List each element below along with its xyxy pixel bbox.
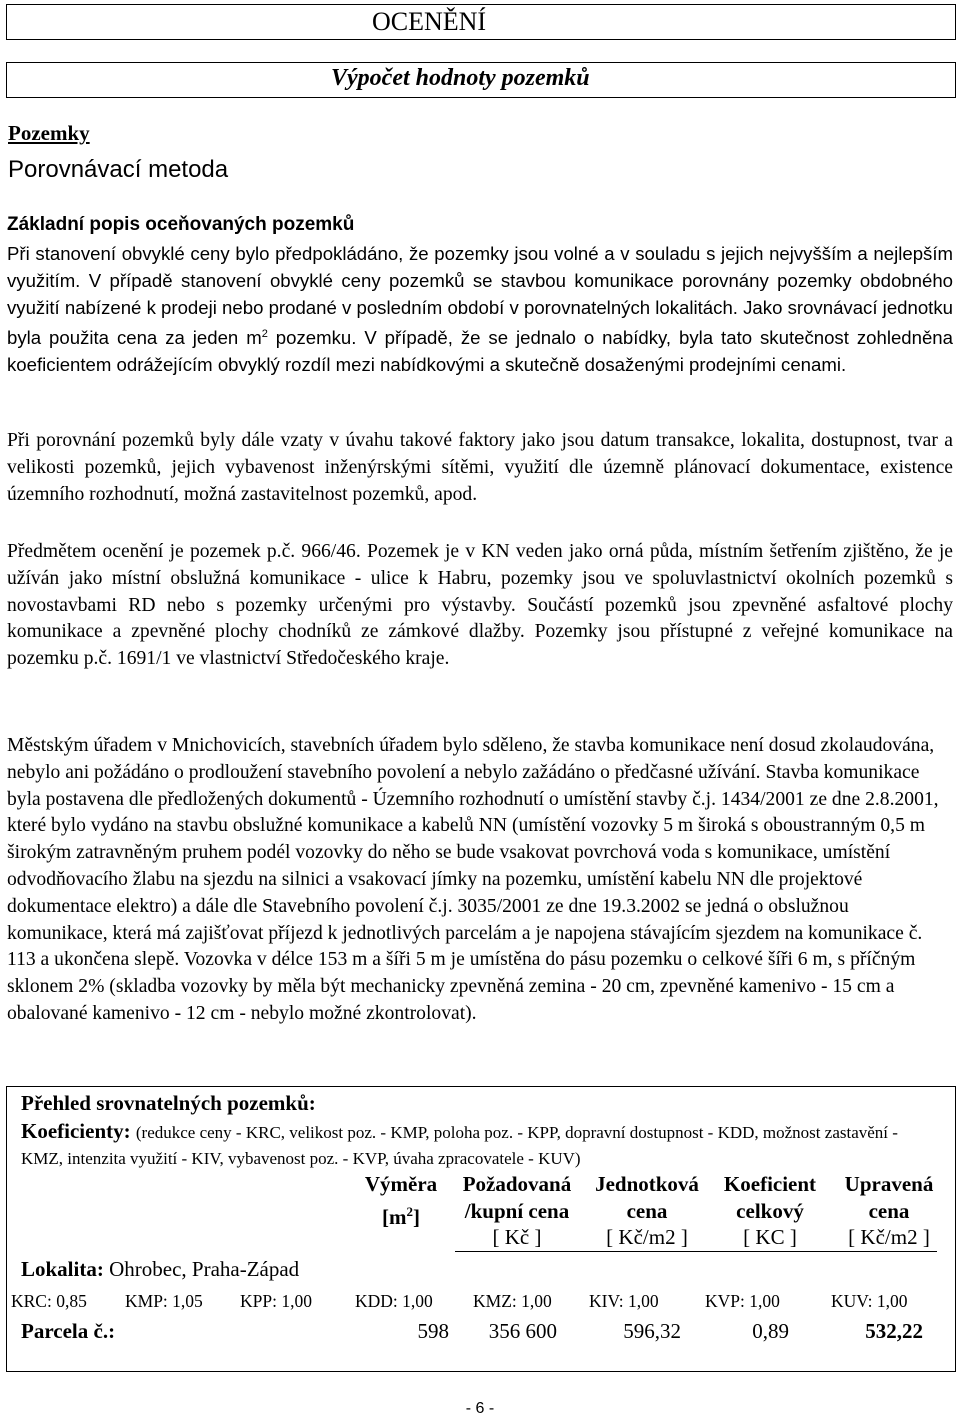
- col-header-area: [355, 1171, 447, 1231]
- subtitle-box: [6, 62, 956, 98]
- col-coef-line1: Koeficient: [723, 1172, 817, 1196]
- coefficients-text: (redukce ceny - KRC, velikost poz. - KMP, poloha poz. - KPP, dopravní dostupnost - KDD, možnost zastavění - KMZ, intenzita využití - KIV, vybavenost poz. - KVP, úvaha zpracovatele - KUV): [21, 1123, 898, 1168]
- parcel-label: Parcela č.:: [21, 1319, 116, 1343]
- col-header-price: [453, 1171, 581, 1225]
- col-header-adjusted: [833, 1171, 945, 1225]
- parcel-price: 356 600: [488, 1319, 557, 1343]
- method-heading: Porovnávací metoda: [8, 156, 229, 183]
- col-adjusted-line2: cena: [868, 1199, 910, 1223]
- coef-kmz: KMZ: 1,00: [473, 1291, 552, 1311]
- coefficients-label: Koeficienty:: [21, 1119, 131, 1143]
- locality-label: Lokalita:: [21, 1257, 104, 1281]
- coef-kdd: KDD: 1,00: [355, 1291, 433, 1311]
- col-header-coefficient: [713, 1171, 827, 1225]
- paragraph-basis-part2: pozemku. V případě, že se jednalo o nabídky, byla tato skutečnost zohledněna koeficientem odrážejícím obvyklý rozdíl mezi nabídkovými a skutečně dosaženými prodejními cenami.: [7, 327, 953, 376]
- overview-box: [6, 1086, 956, 1372]
- col-area-sup: 2: [406, 1204, 413, 1219]
- col-coef-line2: celkový: [736, 1199, 804, 1223]
- unit-adjusted: [ Kč/m2 ]: [848, 1225, 930, 1249]
- page-title: [7, 7, 955, 37]
- col-header-unit-price: [585, 1171, 709, 1225]
- parcel-unit-price: 596,32: [623, 1319, 681, 1343]
- locality-value: Ohrobec, Praha-Západ: [109, 1257, 300, 1281]
- col-adjusted-line1: Upravená: [844, 1172, 934, 1196]
- col-unitprice-line2: cena: [626, 1199, 668, 1223]
- col-area-line1: Výměra: [364, 1172, 438, 1196]
- title-box: [6, 4, 956, 40]
- parcel-area: 598: [417, 1319, 449, 1343]
- page-subtitle: Výpočet hodnoty pozemků: [331, 65, 590, 91]
- paragraph-authority: Městským úřadem v Mnichovicích, stavebních úřadem bylo sděleno, že stavba komunikace není dosud zkolaudována, nebylo ani požádáno o prodloužení stavebního povolení a nebylo zažádáno o předčasné užívání. Stavba komunikace byla postavena dle předložených dokumentů - Územního rozhodnutí o umístění stavby č.j. 1434/2001 ze dne 2.8.2001, které bylo vydáno na stavbu obslužné komunikace a kabelů NN (umístění vozovky 5 m široká s oboustranným 0,5 m širokým zatravněným pruhem podél vozovky do něho se bude vsakovat povrchová voda s komunikace, umístění odvodňovacího žlabu na sjezdu na silnici a vsakovací jímky na pozemku, umístění kabelu NN dle projektové dokumentace elektro) a dále dle Stavebního povolení č.j. 3035/2001 ze dne 19.3.2002 se jedná o obslužnou komunikace, která má zajišťovat příjezd k jednotlivých parcelám a je napojena stávajícím sjezdem na komunikace č. 113 a ukončena slepě. Vozovka v délce 153 m a šíři 5 m je umístěna do pásu pozemku o celkové šíři 6 m, s příčným sklonem 2% (skladba vozovky by měla být mechanicky zpevněná zemina - 20 cm, zpevněné kamenivo - 15 cm a obalované kamenivo - 12 cm - nebylo možné zkontrolovat).: [7, 735, 939, 1024]
- parcel-adjusted: 532,22: [865, 1319, 923, 1343]
- paragraph-subject: Předmětem ocenění je pozemek p.č. 966/46. Pozemek je v KN veden jako orná půda, místním šetřením zjištěno, že je užíván jako místní obslužná komunikace - ulice k Habru, pozemky jsou ve spoluvlastnictví okolních pozemků s novostavbami RD nebo s pozemky určenými pro výstavby. Součástí pozemků jsou zpevněné asfaltové plochy komunikace a zpevněné plochy chodníků ze zámkové dlažby. Pozemky jsou přístupné z veřejné komunikace na pozemku p.č. 1691/1 ve vlastnictví Středočeského kraje.: [7, 541, 953, 670]
- unit-price: [ Kč ]: [492, 1225, 542, 1249]
- coefficients-legend: [21, 1119, 941, 1171]
- coef-kpp: KPP: 1,00: [240, 1291, 312, 1311]
- coef-kiv: KIV: 1,00: [589, 1291, 659, 1311]
- section-heading: Pozemky: [8, 121, 90, 145]
- paragraph-basis-part1: Při stanovení obvyklé ceny bylo předpokládáno, že pozemky jsou volné a v souladu s jejich nejvyšším a nejlepším využitím. V případě stanovení obvyklé ceny pozemků se stavbou komunikace porovnány pozemky obdobného využití nabízené k prodeji nebo prodané v posledním období v porovnatelných lokalitách. Jako srovnávací jednotku byla použita cena za jeden m: [7, 243, 953, 349]
- coef-krc: KRC: 0,85: [11, 1291, 87, 1311]
- col-area-line2-end: ]: [413, 1205, 420, 1229]
- overview-title: Přehled srovnatelných pozemků:: [21, 1091, 316, 1115]
- col-price-line2: /kupní cena: [464, 1199, 570, 1223]
- coef-kmp: KMP: 1,05: [125, 1291, 203, 1311]
- header-underline: [455, 1251, 937, 1252]
- unit-unit-price: [ Kč/m2 ]: [606, 1225, 688, 1249]
- superscript-2: 2: [261, 328, 268, 340]
- col-area-line2-text: [m: [382, 1205, 407, 1229]
- page-title-text: OCENĚNÍ: [372, 7, 487, 36]
- paragraph-factors: Při porovnání pozemků byly dále vzaty v úvahu takové faktory jako jsou datum transakce, lokalita, dostupnost, tvar a velikosti pozemků, jejich vybavenost inženýrskými sítěmi, využití dle územně plánovací dokumentace, existence územního rozhodnutí, možná zastavitelnost pozemků, apod.: [7, 430, 953, 505]
- unit-coefficient: [ KC ]: [743, 1225, 797, 1249]
- locality: [21, 1257, 299, 1282]
- parcel-coefficient: 0,89: [752, 1319, 789, 1343]
- coef-kuv: KUV: 1,00: [831, 1291, 908, 1311]
- col-unitprice-line1: Jednotková: [595, 1172, 699, 1196]
- paragraph-basis: [7, 240, 953, 378]
- page-number: - 6 -: [465, 1400, 495, 1417]
- col-area-line2: [355, 1198, 447, 1231]
- col-price-line1: Požadovaná: [462, 1172, 572, 1196]
- coef-kvp: KVP: 1,00: [705, 1291, 780, 1311]
- description-heading: Základní popis oceňovaných pozemků: [7, 214, 355, 235]
